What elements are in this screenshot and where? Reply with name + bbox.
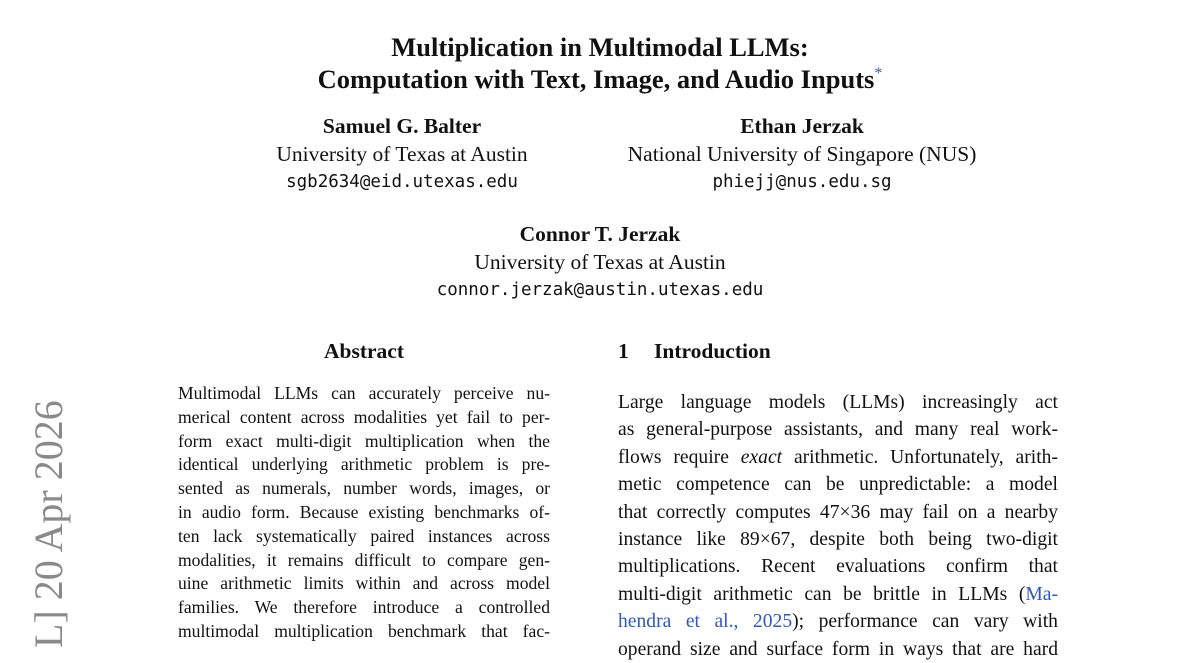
intro-line: that correctly computes 47×36 may fail on a nearby <box>618 501 1058 523</box>
author-affiliation: National University of Singapore (NUS) <box>627 142 977 166</box>
abstract-line: identical underlying arithmetic problem is pre- <box>178 454 550 475</box>
abstract-line: ten lack systematically paired instances across <box>178 525 550 546</box>
abstract-line: sented as numerals, number words, images, or <box>178 478 550 499</box>
intro-line <box>618 608 1058 635</box>
citation-link[interactable]: Ma- <box>1025 583 1058 605</box>
abstract-line: Multimodal LLMs can accurately perceive nu- <box>178 383 550 403</box>
abstract-body <box>178 382 550 644</box>
intro-text: flows require <box>618 446 741 468</box>
author-name: Connor T. Jerzak <box>519 222 681 246</box>
abstract-line: in audio form. Because existing benchmarks of- <box>178 501 550 522</box>
intro-line: as general-purpose assistants, and many real work- <box>618 419 1058 441</box>
abstract-line: form exact multi-digit multiplication when the <box>178 430 550 451</box>
title-footnote-mark[interactable]: * <box>874 65 883 83</box>
intro-text: arithmetic. Unfortunately, arith- <box>782 446 1058 468</box>
paper-title <box>0 31 1200 95</box>
author-email: sgb2634@eid.utexas.edu <box>286 172 518 192</box>
author-block <box>236 112 568 196</box>
intro-line: operand size and surface form in ways that are hard <box>618 638 1058 660</box>
intro-line <box>618 444 1058 471</box>
title-line-2: Computation with Text, Image, and Audio Inputs <box>317 64 875 94</box>
intro-line: instance like 89×67, despite both being two-digit <box>618 529 1058 551</box>
abstract-line: uine arithmetic limits within and across model <box>178 573 550 594</box>
author-name: Ethan Jerzak <box>740 114 864 138</box>
abstract-line: families. We therefore introduce a controlled <box>178 597 550 618</box>
title-line-1: Multiplication in Multimodal LLMs: <box>391 32 809 62</box>
author-affiliation: University of Texas at Austin <box>276 142 528 166</box>
intro-line <box>618 581 1058 608</box>
abstract-heading: Abstract <box>323 339 404 363</box>
abstract-line: multimodal multiplication benchmark that fac- <box>178 620 550 641</box>
arxiv-stamp: L] 20 Apr 2026 <box>26 400 71 648</box>
intro-line: metic competence can be unpredictable: a model <box>618 474 1058 496</box>
author-block <box>592 112 1012 196</box>
abstract-line: modalities, it remains difficult to compare gen- <box>178 549 550 570</box>
author-email: phiejj@nus.edu.sg <box>712 172 892 192</box>
citation-link[interactable]: hendra et al., 2025 <box>618 611 793 633</box>
author-email: connor.jerzak@austin.utexas.edu <box>436 280 764 300</box>
section-heading-introduction <box>618 337 1078 365</box>
emphasis-exact: exact <box>740 446 783 468</box>
author-affiliation: University of Texas at Austin <box>474 250 726 274</box>
section-number: 1 <box>618 339 629 363</box>
intro-text: multi-digit arithmetic can be brittle in LLMs ( <box>618 583 1026 605</box>
intro-line: multiplications. Recent evaluations confirm that <box>618 556 1058 578</box>
intro-line: Large language models (LLMs) increasingly act <box>618 392 1058 413</box>
abstract-line: merical content across modalities yet fail to per- <box>178 406 550 427</box>
author-name: Samuel G. Balter <box>322 114 482 138</box>
intro-text: ); performance can vary with <box>792 611 1058 633</box>
author-block <box>380 220 820 304</box>
section-title: Introduction <box>654 339 771 363</box>
introduction-body <box>618 389 1058 663</box>
